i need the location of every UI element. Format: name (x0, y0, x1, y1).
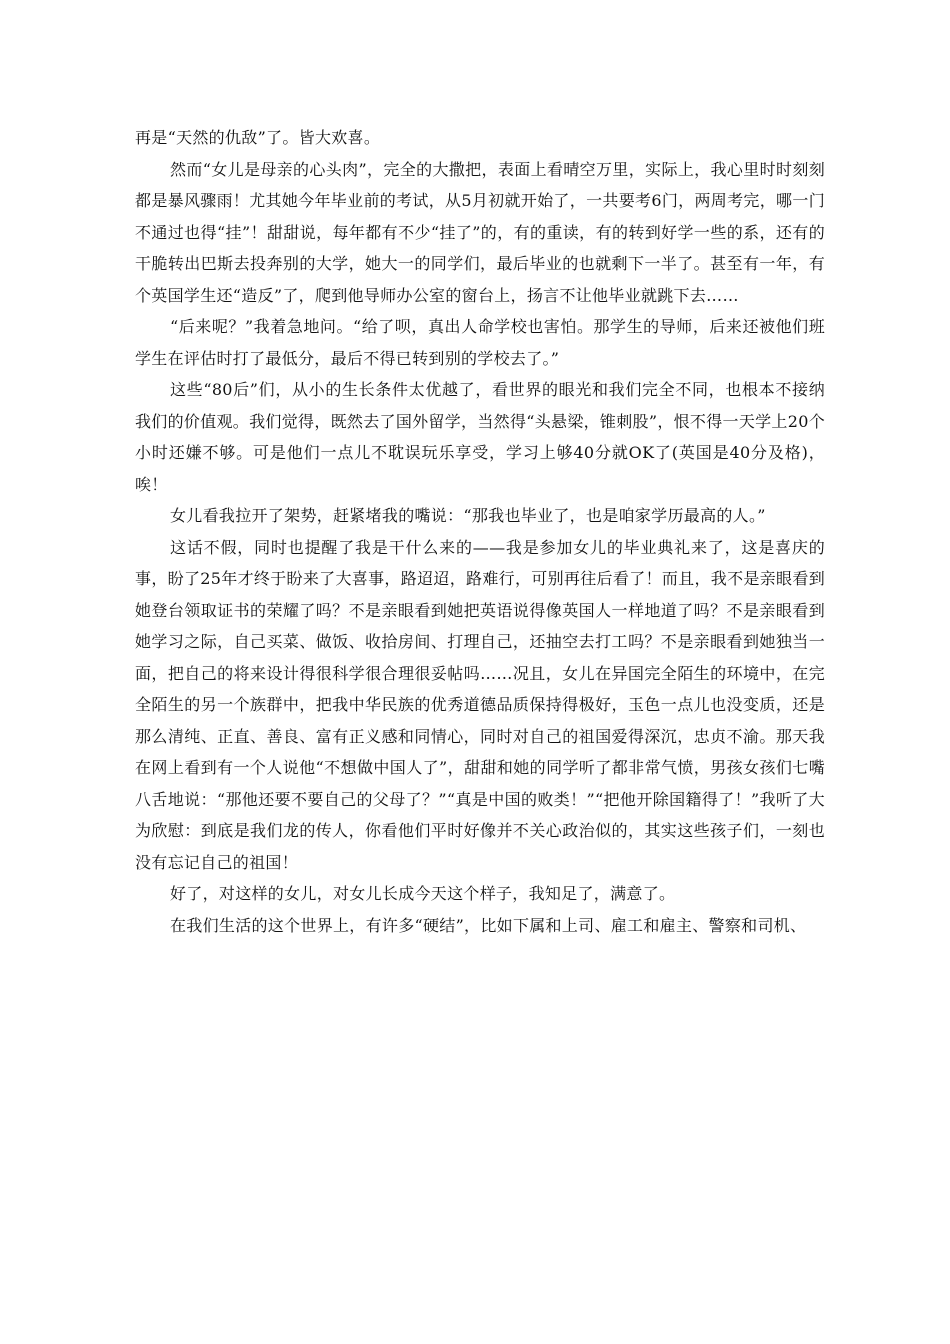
article-body (135, 122, 825, 941)
paragraph-satisfied: 好了，对这样的女儿，对女儿长成今天这个样子，我知足了，满意了。 (170, 884, 676, 903)
paragraph-post80s: 这些“80后”们，从小的生长条件太优越了，看世界的眼光和我们完全不同，也根本不接纳我们的价值观。我们觉得，既然去了国外留学，当然得“头悬梁，锥刺股”，恨不得一天学上20个小时还嫌不够。可是他们一点儿不耽误玩乐享受，学习上够40分就OK了(英国是40分及格)，唉！ (135, 380, 825, 494)
paragraph-knots: 在我们生活的这个世界上，有许多“硬结”，比如下属和上司、雇工和雇主、警察和司机、 (170, 915, 807, 935)
paragraph-continuation: 再是“天然的仇敌”了。皆大欢喜。 (135, 128, 381, 147)
paragraph-graduation: 这话不假，同时也提醒了我是干什么来的——我是参加女儿的毕业典礼来了，这是喜庆的事，盼了25年才终于盼来了大喜事，路迢迢，路难行，可别再往后看了！而且，我不是亲眼看到她登台领取证书的荣耀了吗？不是亲眼看到她把英语说得像英国人一样地道了吗？不是亲眼看到她学习之际，自己买菜、做饭、收拾房间、打理自己，还抽空去打工吗？不是亲眼看到她独当一面，把自己的将来设计得很科学很合理很妥帖吗……况且，女儿在异国完全陌生的环境中，在完全陌生的另一个族群中，把我中华民族的优秀道德品质保持得极好，玉色一点儿也没变质，还是那么清纯、正直、善良、富有正义感和同情心，同时对自己的祖国爱得深沉，忠贞不渝。那天我在网上看到有一个人说他“不想做中国人了”，甜甜和她的同学听了都非常气愤，男孩女孩们七嘴八舌地说：“那他还要不要自己的父母了？”“真是中国的败类！”“把他开除国籍得了！”我听了大为欣慰：到底是我们龙的传人，你看他们平时好像并不关心政治似的，其实这些孩子们，一刻也没有忘记自己的祖国！ (135, 537, 825, 872)
paragraph-dialogue: “后来呢？”我着急地问。“给了呗，真出人命学校也害怕。那学生的导师，后来还被他们班学生在评估时打了最低分，最后不得已转到别的学校去了。” (135, 317, 825, 368)
paragraph-exam-worries: 然而“女儿是母亲的心头肉”，完全的大撒把，表面上看晴空万里，实际上，我心里时时刻刻都是暴风骤雨！尤其她今年毕业前的考试，从5月初就开始了，一共要考6门，两周考完，哪一门不通过也得“挂”！甜甜说，每年都有不少“挂了”的，有的重读，有的转到好学一些的系，还有的干脆转出巴斯去投奔别的大学，她大一的同学们，最后毕业的也就剩下一半了。甚至有一年，有个英国学生还“造反”了，爬到他导师办公室的窗台上，扬言不让他毕业就跳下去…… (135, 159, 825, 305)
paragraph-daughter-reply: 女儿看我拉开了架势，赶紧堵我的嘴说：“那我也毕业了，也是咱家学历最高的人。” (170, 506, 766, 525)
